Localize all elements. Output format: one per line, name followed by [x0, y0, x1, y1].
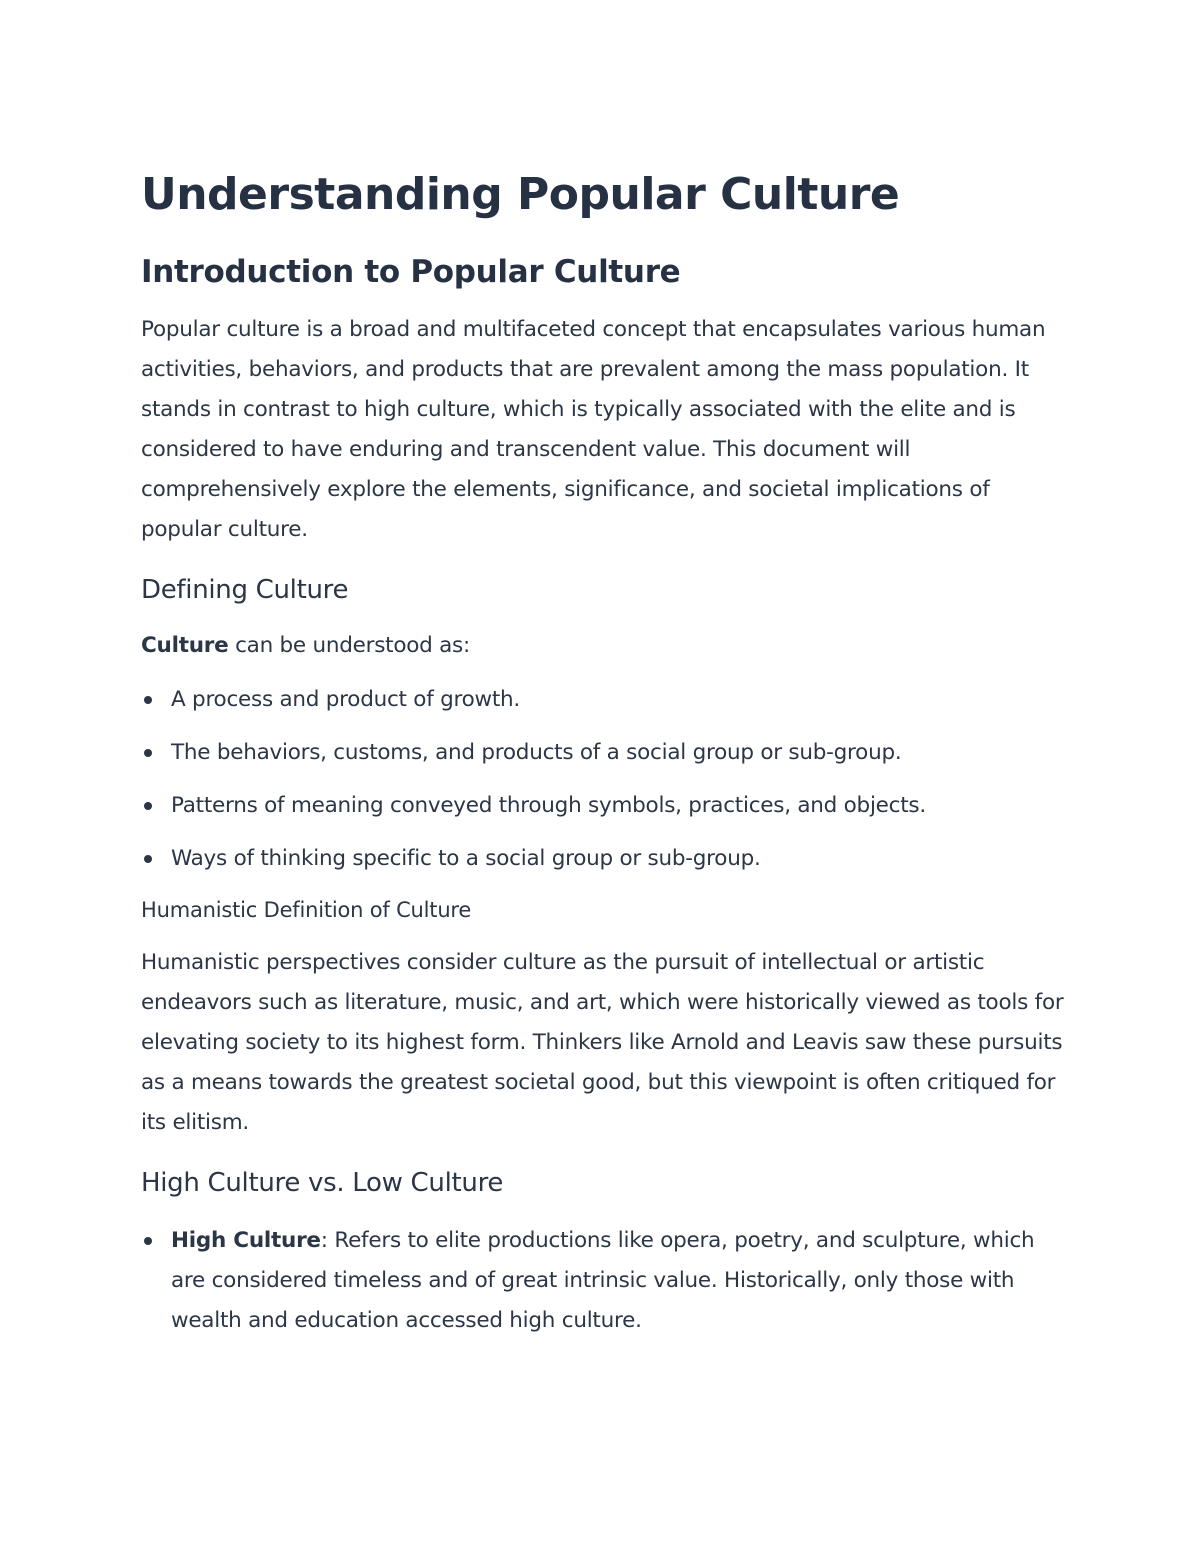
culture-lead-rest: can be understood as: [228, 633, 470, 658]
section-heading-intro: Introduction to Popular Culture [141, 254, 681, 290]
document-page [141, 166, 1071, 1341]
intro-paragraph: Popular culture is a broad and multifaceted concept that encapsulates various human activities, behaviors, and products that are prevalent among the mass population. It stands in contrast to high culture, which is typically associated with the elite and is considered to have enduring and transcendent value. This document will comprehensively explore the elements, significance, and societal implications of popular culture. [141, 317, 1046, 542]
list-item-term: High Culture [171, 1228, 321, 1253]
list-item: Patterns of meaning conveyed through symbols, practices, and objects. [141, 786, 1071, 826]
culture-lead-text [141, 626, 1071, 666]
list-item [141, 1221, 1071, 1341]
culture-definition-list [141, 680, 1071, 879]
list-item: A process and product of growth. [141, 680, 1071, 720]
section-heading-high-low: High Culture vs. Low Culture [141, 1168, 504, 1198]
culture-lead-bold: Culture [141, 633, 229, 658]
humanistic-paragraph: Humanistic perspectives consider culture as the pursuit of intellectual or artistic endeavors such as literature, music, and art, which were historically viewed as tools for elevating society to its highest form. Thinkers like Arnold and Leavis saw these pursuits as a means towards the greatest societal good, but this viewpoint is often critiqued for its elitism. [141, 950, 1064, 1135]
list-item: Ways of thinking specific to a social group or sub-group. [141, 839, 1071, 879]
list-item: The behaviors, customs, and products of a social group or sub-group. [141, 733, 1071, 773]
document-title: Understanding Popular Culture [141, 169, 900, 220]
list-item-text: : Refers to elite productions like opera, poetry, and sculpture, which are considered timeless and of great intrinsic value. Historically, only those with wealth and education accessed high culture. [171, 1228, 1035, 1333]
subsection-heading-humanistic: Humanistic Definition of Culture [141, 898, 472, 922]
high-low-list [141, 1221, 1071, 1341]
section-heading-defining-culture: Defining Culture [141, 575, 349, 605]
